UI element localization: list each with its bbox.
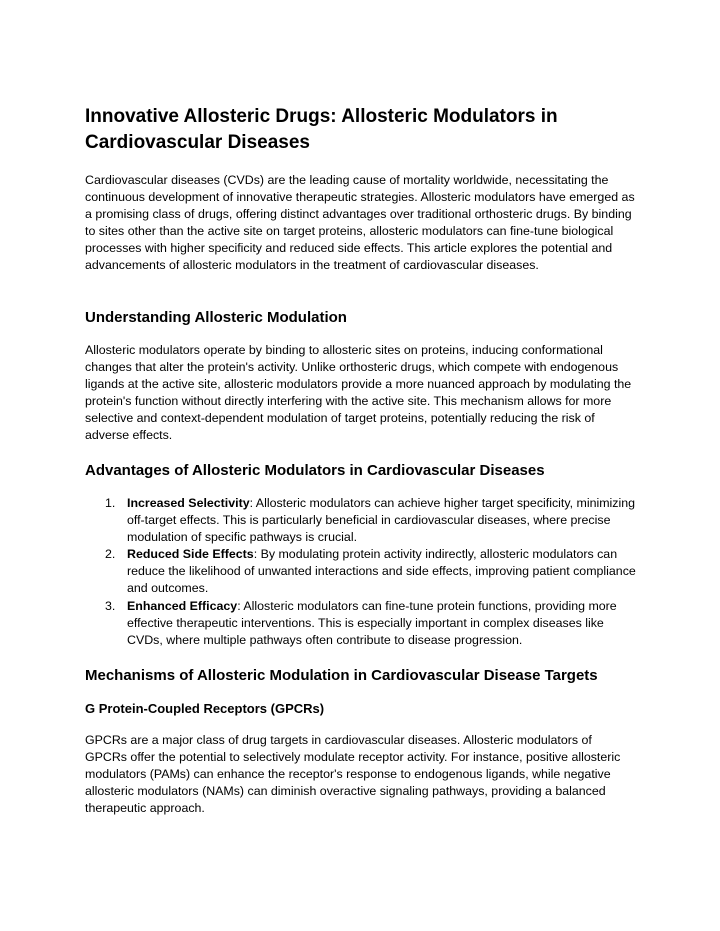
- advantages-list: [85, 495, 640, 649]
- section-body-understanding: Allosteric modulators operate by binding to allosteric sites on proteins, inducing conformational changes that alter the protein's activity. Unlike orthosteric drugs, which compete with endogenous ligands at the active site, allosteric modulators provide a more nuanced approach by modulating the protein's function without directly interfering with the active site. This mechanism allows for more selective and context-dependent modulation of target proteins, potentially reducing the risk of adverse effects.: [85, 343, 632, 443]
- list-text: : Allosteric modulators can achieve higher target specificity, minimizing off-target effects. This is particularly beneficial in cardiovascular diseases, where precise modulation of specific pathways is crucial.: [127, 496, 636, 545]
- subsection-body-gpcrs: GPCRs are a major class of drug targets in cardiovascular diseases. Allosteric modulators of GPCRs offer the potential to selectively modulate receptor activity. For instance, positive allosteric modulators (PAMs) can enhance the receptor's response to endogenous ligands, while negative allosteric modulators (NAMs) can diminish overactive signaling pathways, providing a balanced therapeutic approach.: [85, 733, 621, 816]
- list-item: [85, 598, 640, 649]
- document-title: Innovative Allosteric Drugs: Allosteric Modulators in Cardiovascular Diseases: [85, 106, 558, 153]
- list-number: 1.: [105, 496, 116, 510]
- list-term: Increased Selectivity: [127, 496, 250, 510]
- section-heading-mechanisms: Mechanisms of Allosteric Modulation in Cardiovascular Disease Targets: [85, 667, 598, 684]
- list-item: [85, 546, 640, 597]
- section-heading-understanding: Understanding Allosteric Modulation: [85, 309, 347, 326]
- list-term: Enhanced Efficacy: [127, 598, 238, 613]
- list-text: : By modulating protein activity indirectly, allosteric modulators can reduce the likelihood of unwanted interactions and side effects, improving patient compliance and outcomes.: [127, 547, 636, 596]
- list-number: 3.: [105, 598, 116, 613]
- list-number: 2.: [105, 547, 116, 562]
- list-term: Reduced Side Effects: [127, 547, 254, 562]
- list-item: [85, 495, 640, 546]
- intro-paragraph: Cardiovascular diseases (CVDs) are the leading cause of mortality worldwide, necessitating the continuous development of innovative therapeutic strategies. Allosteric modulators have emerged as a promising class of drugs, offering distinct advantages over traditional orthosteric drugs. By binding to sites other than the active site on target proteins, allosteric modulators can fine-tune biological processes with higher specificity and reduced side effects. This article explores the potential and advancements of allosteric modulators in the treatment of cardiovascular diseases.: [85, 173, 635, 273]
- section-heading-advantages: Advantages of Allosteric Modulators in Cardiovascular Diseases: [85, 462, 545, 479]
- subsection-heading-gpcrs: G Protein-Coupled Receptors (GPCRs): [85, 701, 325, 716]
- list-text: : Allosteric modulators can fine-tune protein functions, providing more effective therapeutic interventions. This is especially important in complex diseases like CVDs, where multiple pathways often contribute to disease progression.: [127, 598, 617, 647]
